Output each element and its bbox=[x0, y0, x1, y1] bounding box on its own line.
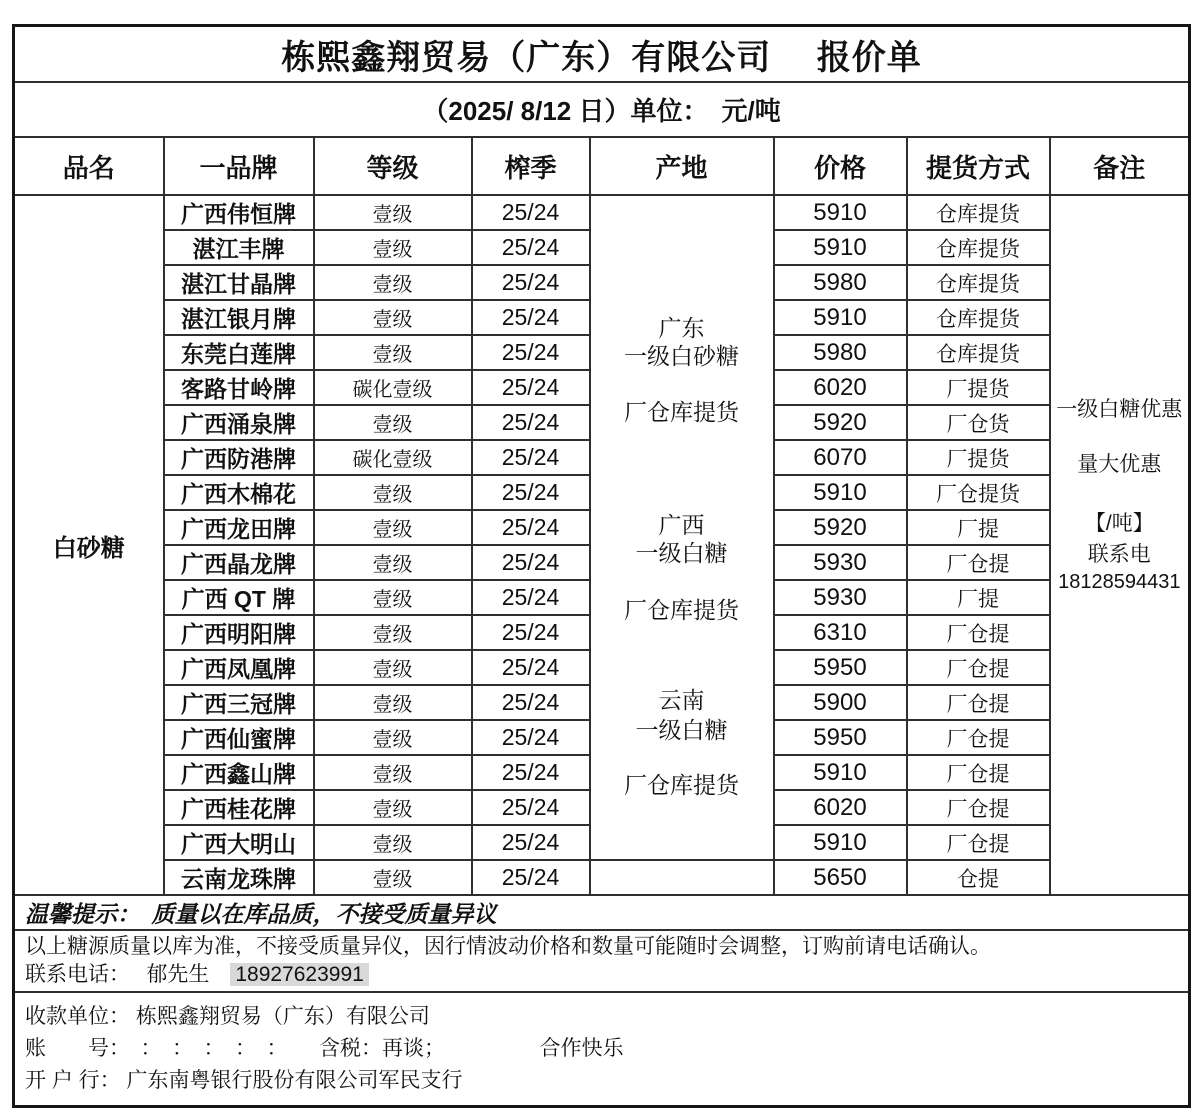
season-cell: 25/24 bbox=[472, 440, 590, 475]
table-top-section bbox=[14, 26, 1190, 196]
origin-line: 一级白糖 bbox=[635, 539, 728, 566]
grade-cell: 壹级 bbox=[314, 685, 472, 720]
origin-line: 厂仓库提货 bbox=[624, 596, 739, 623]
grade-cell: 碳化壹级 bbox=[314, 370, 472, 405]
season-cell: 25/24 bbox=[472, 545, 590, 580]
season-cell: 25/24 bbox=[472, 195, 590, 230]
brand-cell: 客路甘岭牌 bbox=[164, 370, 314, 405]
table-footer-section bbox=[14, 895, 1190, 1107]
subtitle-row bbox=[14, 82, 1190, 137]
price-cell: 5920 bbox=[774, 405, 907, 440]
pickup-cell: 厂仓提 bbox=[907, 790, 1050, 825]
season-cell: 25/24 bbox=[472, 370, 590, 405]
contact-phone: 18927623991 bbox=[230, 963, 368, 986]
brand-cell: 广西桂花牌 bbox=[164, 790, 314, 825]
origin-line: 云南 bbox=[658, 686, 705, 713]
grade-cell: 壹级 bbox=[314, 650, 472, 685]
column-header-6: 提货方式 bbox=[907, 137, 1050, 195]
pickup-cell: 厂仓提货 bbox=[907, 475, 1050, 510]
warm-tip-row bbox=[14, 895, 1190, 930]
price-cell: 5950 bbox=[774, 650, 907, 685]
origin-line: 广西 bbox=[658, 511, 705, 538]
remark-line: 联系电 bbox=[1087, 543, 1151, 566]
brand-cell: 广西凤凰牌 bbox=[164, 650, 314, 685]
brand-cell: 广西仙蜜牌 bbox=[164, 720, 314, 755]
pickup-cell: 厂仓货 bbox=[907, 405, 1050, 440]
account-line: 账 号： ： ： ： ： ： 含税：再谈； 合作快乐 bbox=[25, 1037, 624, 1060]
brand-cell: 广西明阳牌 bbox=[164, 615, 314, 650]
brand-cell: 湛江丰牌 bbox=[164, 230, 314, 265]
brand-cell: 云南龙珠牌 bbox=[164, 860, 314, 895]
season-cell: 25/24 bbox=[472, 300, 590, 335]
season-cell: 25/24 bbox=[472, 405, 590, 440]
brand-cell: 广西防港牌 bbox=[164, 440, 314, 475]
contact-line bbox=[25, 961, 1178, 989]
pickup-cell: 厂仓提 bbox=[907, 755, 1050, 790]
remark-line: 一级白糖优惠 bbox=[1056, 398, 1183, 421]
grade-cell: 壹级 bbox=[314, 860, 472, 895]
pickup-cell: 厂仓提 bbox=[907, 825, 1050, 860]
pickup-cell: 厂仓提 bbox=[907, 545, 1050, 580]
price-cell: 5930 bbox=[774, 580, 907, 615]
pickup-cell: 厂仓提 bbox=[907, 685, 1050, 720]
season-cell: 25/24 bbox=[472, 230, 590, 265]
column-header-7: 备注 bbox=[1050, 137, 1190, 195]
pickup-cell: 厂提 bbox=[907, 510, 1050, 545]
price-cell: 5910 bbox=[774, 475, 907, 510]
grade-cell: 壹级 bbox=[314, 755, 472, 790]
grade-cell: 壹级 bbox=[314, 720, 472, 755]
brand-cell: 广西涌泉牌 bbox=[164, 405, 314, 440]
grade-cell: 壹级 bbox=[314, 825, 472, 860]
pickup-cell: 厂提 bbox=[907, 580, 1050, 615]
price-cell: 6310 bbox=[774, 615, 907, 650]
season-cell: 25/24 bbox=[472, 335, 590, 370]
brand-cell: 广西龙田牌 bbox=[164, 510, 314, 545]
origin-empty-cell bbox=[590, 860, 774, 895]
column-header-2: 等级 bbox=[314, 137, 472, 195]
price-cell: 5910 bbox=[774, 825, 907, 860]
brand-cell: 广西大明山 bbox=[164, 825, 314, 860]
column-header-row bbox=[14, 137, 1190, 195]
season-cell: 25/24 bbox=[472, 650, 590, 685]
season-cell: 25/24 bbox=[472, 265, 590, 300]
brand-cell: 广西三冠牌 bbox=[164, 685, 314, 720]
season-cell: 25/24 bbox=[472, 615, 590, 650]
quotation-table bbox=[12, 24, 1191, 1108]
brand-cell: 广西伟恒牌 bbox=[164, 195, 314, 230]
column-header-1: 一品牌 bbox=[164, 137, 314, 195]
season-cell: 25/24 bbox=[472, 720, 590, 755]
warm-tip-text: 温馨提示： 质量以在库品质，不接受质量异议 bbox=[14, 895, 1190, 930]
brand-cell: 广西 QT 牌 bbox=[164, 580, 314, 615]
pickup-cell: 仓库提货 bbox=[907, 335, 1050, 370]
remark-content bbox=[1051, 247, 1189, 843]
grade-cell: 壹级 bbox=[314, 475, 472, 510]
origin-line: 一级白糖 bbox=[635, 716, 728, 743]
grade-cell: 壹级 bbox=[314, 405, 472, 440]
grade-cell: 壹级 bbox=[314, 545, 472, 580]
date-unit-line: （2025/ 8/12 日）单位： 元/吨 bbox=[14, 82, 1190, 137]
brand-cell: 广西木棉花 bbox=[164, 475, 314, 510]
brand-cell: 东莞白莲牌 bbox=[164, 335, 314, 370]
page-title: 栋熙鑫翔贸易（广东）有限公司 报价单 bbox=[14, 26, 1190, 83]
price-cell: 5910 bbox=[774, 230, 907, 265]
grade-cell: 壹级 bbox=[314, 265, 472, 300]
payee-line: 收款单位： 栋熙鑫翔贸易（广东）有限公司 bbox=[25, 1005, 430, 1028]
season-cell: 25/24 bbox=[472, 825, 590, 860]
grade-cell: 碳化壹级 bbox=[314, 440, 472, 475]
brand-cell: 广西晶龙牌 bbox=[164, 545, 314, 580]
brand-cell: 广西鑫山牌 bbox=[164, 755, 314, 790]
grade-cell: 壹级 bbox=[314, 195, 472, 230]
price-cell: 5930 bbox=[774, 545, 907, 580]
pickup-cell: 仓提 bbox=[907, 860, 1050, 895]
grade-cell: 壹级 bbox=[314, 300, 472, 335]
table-row bbox=[14, 860, 1190, 895]
bank-info-cell bbox=[14, 992, 1190, 1107]
pickup-cell: 厂提货 bbox=[907, 440, 1050, 475]
brand-cell: 湛江甘晶牌 bbox=[164, 265, 314, 300]
grade-cell: 壹级 bbox=[314, 790, 472, 825]
season-cell: 25/24 bbox=[472, 510, 590, 545]
season-cell: 25/24 bbox=[472, 685, 590, 720]
price-cell: 5910 bbox=[774, 300, 907, 335]
pickup-cell: 仓库提货 bbox=[907, 195, 1050, 230]
grade-cell: 壹级 bbox=[314, 580, 472, 615]
origin-merged-cell bbox=[590, 195, 774, 860]
price-cell: 6070 bbox=[774, 440, 907, 475]
origin-line: 一级白砂糖 bbox=[624, 342, 739, 369]
season-cell: 25/24 bbox=[472, 790, 590, 825]
pickup-cell: 厂仓提 bbox=[907, 720, 1050, 755]
season-cell: 25/24 bbox=[472, 580, 590, 615]
origin-content bbox=[591, 245, 773, 811]
price-cell: 5950 bbox=[774, 720, 907, 755]
notice-text: 以上糖源质量以库为准，不接受质量异仪，因行情波动价格和数量可能随时会调整，订购前请电话确认。 bbox=[25, 935, 991, 958]
column-header-3: 榨季 bbox=[472, 137, 590, 195]
notice-cell bbox=[14, 930, 1190, 992]
pickup-cell: 仓库提货 bbox=[907, 300, 1050, 335]
remark-line: 量大优惠 bbox=[1077, 453, 1162, 476]
season-cell: 25/24 bbox=[472, 755, 590, 790]
column-header-4: 产地 bbox=[590, 137, 774, 195]
column-header-5: 价格 bbox=[774, 137, 907, 195]
pickup-cell: 厂仓提 bbox=[907, 615, 1050, 650]
grade-cell: 壹级 bbox=[314, 510, 472, 545]
price-cell: 5900 bbox=[774, 685, 907, 720]
price-cell: 5910 bbox=[774, 195, 907, 230]
price-cell: 6020 bbox=[774, 370, 907, 405]
price-cell: 6020 bbox=[774, 790, 907, 825]
price-cell: 5980 bbox=[774, 335, 907, 370]
origin-line: 广东 bbox=[658, 314, 705, 341]
brand-cell: 湛江银月牌 bbox=[164, 300, 314, 335]
origin-line: 厂仓库提货 bbox=[624, 398, 739, 425]
title-row bbox=[14, 26, 1190, 83]
grade-cell: 壹级 bbox=[314, 615, 472, 650]
remark-merged-cell bbox=[1050, 195, 1190, 895]
season-cell: 25/24 bbox=[472, 860, 590, 895]
contact-label: 联系电话： 郁先生 bbox=[25, 963, 231, 986]
season-cell: 25/24 bbox=[472, 475, 590, 510]
bank-line: 开 户 行： 广东南粤银行股份有限公司军民支行 bbox=[25, 1069, 463, 1092]
origin-line: 厂仓库提货 bbox=[624, 771, 739, 798]
product-name-cell: 白砂糖 bbox=[14, 195, 164, 895]
grade-cell: 壹级 bbox=[314, 335, 472, 370]
remark-line: 【/吨】 bbox=[1084, 512, 1154, 535]
bank-info-row bbox=[14, 992, 1190, 1107]
pickup-cell: 厂提货 bbox=[907, 370, 1050, 405]
price-cell: 5650 bbox=[774, 860, 907, 895]
price-cell: 5980 bbox=[774, 265, 907, 300]
price-cell: 5910 bbox=[774, 755, 907, 790]
remark-phone: 18128594431 bbox=[1058, 571, 1181, 593]
table-data-section bbox=[14, 195, 1190, 895]
pickup-cell: 仓库提货 bbox=[907, 230, 1050, 265]
pickup-cell: 厂仓提 bbox=[907, 650, 1050, 685]
price-cell: 5920 bbox=[774, 510, 907, 545]
notice-row bbox=[14, 930, 1190, 992]
table-row bbox=[14, 195, 1190, 230]
pickup-cell: 仓库提货 bbox=[907, 265, 1050, 300]
column-header-0: 品名 bbox=[14, 137, 164, 195]
grade-cell: 壹级 bbox=[314, 230, 472, 265]
